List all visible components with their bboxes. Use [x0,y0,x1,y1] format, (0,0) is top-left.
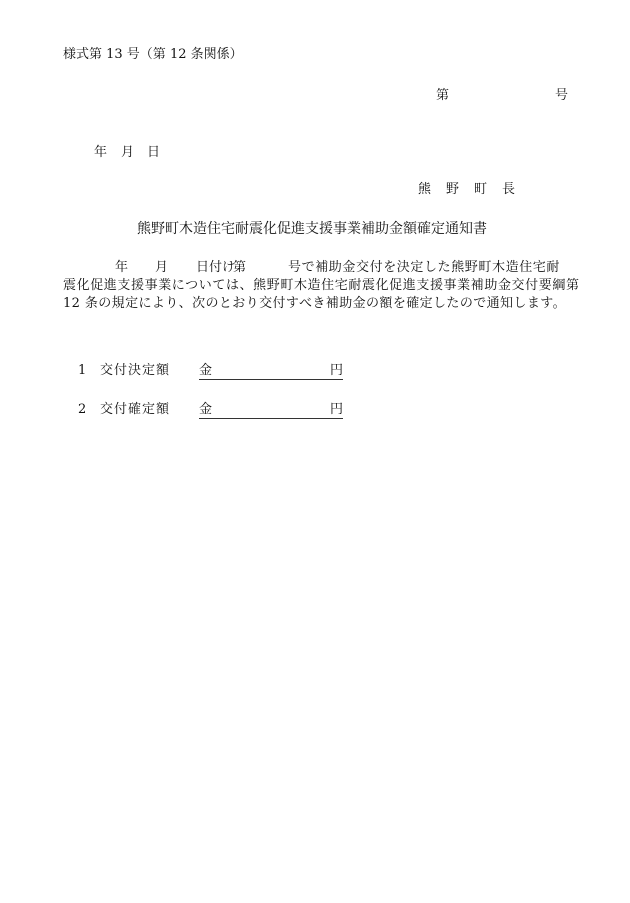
form-label: 様式第 13 号（第 12 条関係） [63,47,243,62]
body-day: 日付け [196,260,236,275]
body-line1: 号で補助金交付を決定した熊野町木造住宅耐 [288,260,561,275]
date-year: 年 [94,145,108,160]
body-month: 月 [155,260,169,275]
number-suffix: 号 [555,88,569,103]
item-label: 交付確定額 [100,402,171,417]
issuer: 熊 野 町 長 [418,182,517,197]
item-number: 2 [78,402,87,417]
document-title: 熊野町木造住宅耐震化促進支援事業補助金額確定通知書 [137,221,487,237]
body-no: 第 [233,260,247,275]
date-month: 月 [121,145,135,160]
number-prefix: 第 [436,88,450,103]
amount-field[interactable] [199,402,343,419]
body-year: 年 [115,260,129,275]
amount-unit: 円 [329,363,343,378]
date-day: 日 [147,145,161,160]
body-line2: 震化促進支援事業については、熊野町木造住宅耐震化促進支援事業補助金交付要綱第 [63,278,580,293]
amount-field[interactable] [199,363,343,380]
amount-unit: 円 [329,402,343,417]
item-label: 交付決定額 [100,363,171,378]
amount-prefix: 金 [199,402,213,417]
item-number: 1 [78,363,87,378]
body-line3: 12 条の規定により、次のとおり交付すべき補助金の額を確定したので通知します。 [63,296,566,311]
amount-prefix: 金 [199,363,213,378]
